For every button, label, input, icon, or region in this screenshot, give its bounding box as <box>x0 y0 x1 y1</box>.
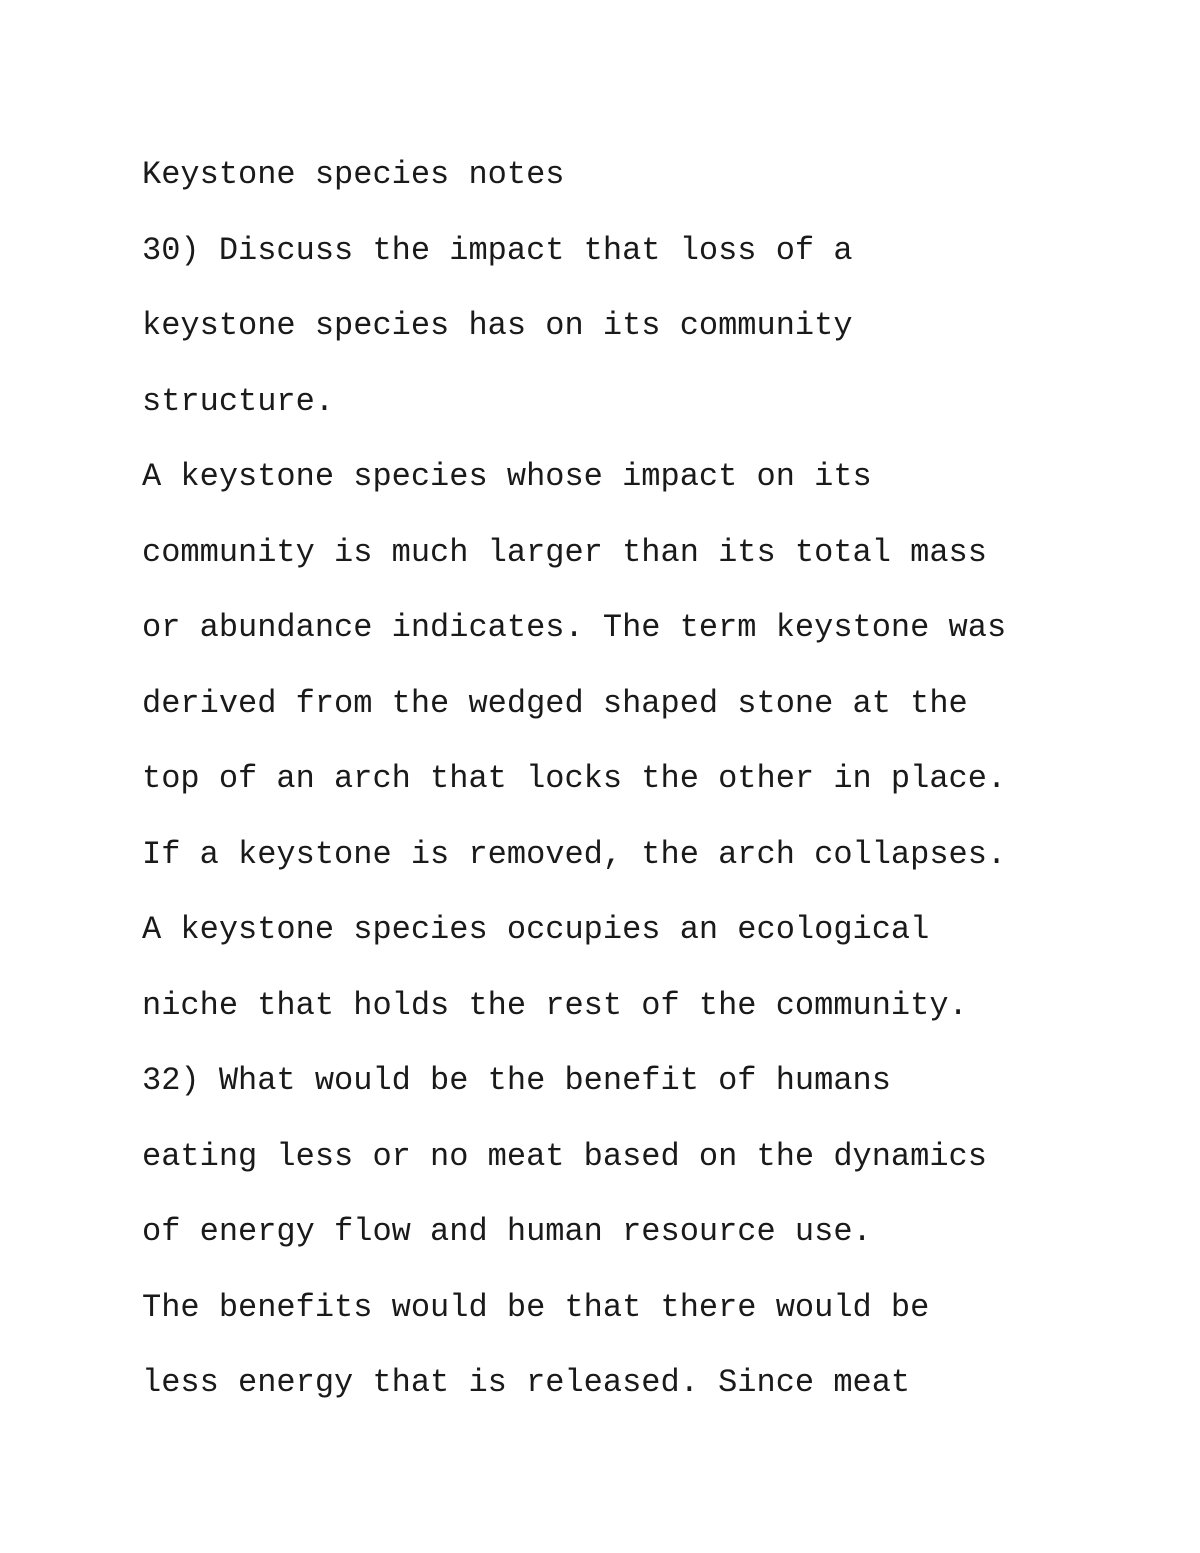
question-30-line-2: keystone species has on its community <box>142 307 853 344</box>
question-32-line-2: eating less or no meat based on the dynamics <box>142 1137 987 1175</box>
answer-30-line-3: or abundance indicates. The term keystone was <box>142 609 1007 646</box>
document-title: Keystone species notes <box>142 156 565 193</box>
answer-30-line-8: niche that holds the rest of the community. <box>142 986 968 1024</box>
question-30-line-1: 30) Discuss the impact that loss of a <box>142 231 853 269</box>
answer-30-line-6: If a keystone is removed, the arch collapses. <box>142 835 1007 873</box>
answer-32-line-2: less energy that is released. Since meat <box>142 1364 911 1401</box>
answer-30-line-4: derived from the wedged shaped stone at the <box>142 684 968 722</box>
document-body <box>142 137 1102 1421</box>
question-30-line-3: structure. <box>142 382 335 420</box>
answer-30-line-1: A keystone species whose impact on its <box>142 458 872 495</box>
answer-30-line-5: top of an arch that locks the other in place. <box>142 760 1007 797</box>
answer-32-line-1: The benefits would be that there would be <box>142 1288 930 1326</box>
question-32-line-3: of energy flow and human resource use. <box>142 1213 872 1250</box>
question-32-line-1: 32) What would be the benefit of humans <box>142 1062 891 1099</box>
answer-30-line-2: community is much larger than its total mass <box>142 533 987 571</box>
answer-30-line-7: A keystone species occupies an ecological <box>142 911 930 948</box>
